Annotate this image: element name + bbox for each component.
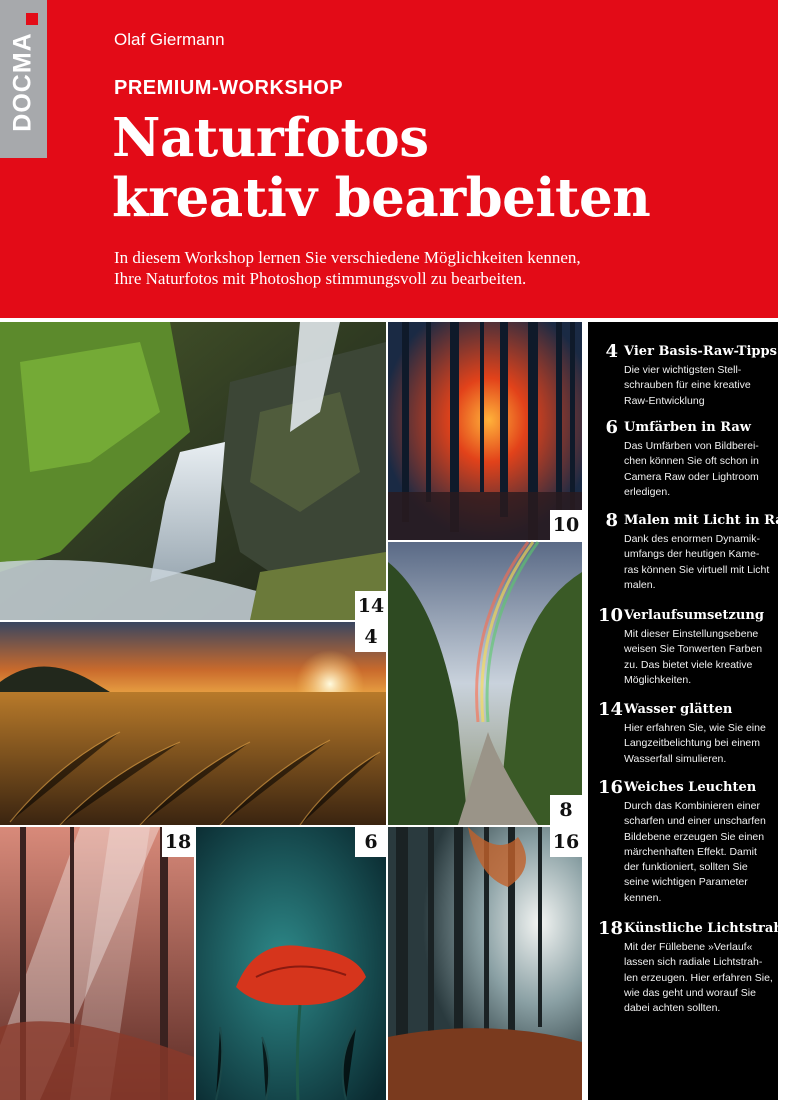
page-number-badge: 4 — [355, 622, 387, 652]
page-number-badge: 18 — [162, 827, 194, 857]
title-line-1: Naturfotos — [112, 107, 429, 169]
logo-square-mark — [26, 13, 38, 25]
toc-desc-line: Langzeitbelichtung bei einem — [624, 737, 761, 750]
toc-item-description — [624, 363, 776, 409]
toc-desc-line: Durch das Kombinieren einer — [624, 800, 760, 812]
toc-desc-line: kennen. — [624, 891, 662, 904]
toc-desc-line: ras können Sie virtuell mit Licht — [624, 563, 770, 576]
header-banner — [0, 0, 778, 318]
toc-desc-line: schrauben für eine kreative — [624, 379, 751, 392]
photo-foggy-forest[interactable] — [388, 827, 582, 1100]
photo-poppy[interactable] — [196, 827, 386, 1100]
photo-rainbow-road[interactable] — [388, 542, 582, 825]
toc-page-number: 18 — [598, 918, 624, 939]
table-of-contents — [588, 322, 805, 1100]
toc-desc-line: Bildebene erzeugen Sie einen — [624, 830, 765, 843]
toc-desc-line: Die vier wichtigsten Stell- — [624, 364, 742, 376]
section-kicker: PREMIUM-WORKSHOP — [114, 77, 344, 99]
toc-item-title: Vier Basis-Raw-Tipps — [624, 344, 777, 359]
toc-desc-line: malen. — [624, 578, 656, 591]
toc-page-number: 4 — [605, 341, 618, 362]
toc-desc-line: umfangs der heutigen Kame- — [624, 548, 760, 561]
toc-desc-line: len erzeugen. Hier erfahren Sie, — [624, 971, 773, 984]
photo-wheat-field[interactable] — [0, 622, 386, 825]
toc-desc-line: Wasserfall simulieren. — [624, 752, 727, 765]
toc-desc-line: dabei achten sollten. — [624, 1002, 721, 1015]
toc-desc-line: zu. Das bietet viele kreative — [624, 658, 753, 671]
toc-desc-line: Raw-Entwicklung — [624, 394, 705, 407]
toc-desc-line: wie das geht und worauf Sie — [624, 986, 756, 999]
toc-desc-line: Mit der Füllebene »Verlauf« — [624, 941, 753, 953]
toc-desc-line: märchenhaften Effekt. Damit — [624, 845, 757, 858]
page-number-badge: 8 — [550, 795, 582, 825]
toc-desc-line: Dank des enormen Dynamik- — [624, 533, 760, 545]
toc-desc-line: seine wichtigen Parameter — [624, 876, 748, 889]
photo-forest-sunset[interactable] — [388, 322, 582, 540]
toc-item-title: Wasser glätten — [624, 702, 733, 717]
toc-desc-line: erledigen. — [624, 485, 671, 498]
toc-item-title: Malen mit Licht in Raw — [624, 513, 795, 528]
page-number-badge: 16 — [550, 827, 582, 857]
toc-item-description — [624, 627, 776, 688]
toc-desc-line: Camera Raw oder Lightroom — [624, 470, 759, 483]
page-number-badge: 10 — [550, 510, 582, 540]
toc-desc-line: Möglichkeiten. — [624, 673, 692, 686]
toc-desc-line: scharfen und einer unscharfen — [624, 815, 766, 828]
toc-desc-line: Mit dieser Einstellungsebene — [624, 628, 759, 640]
intro-line-2: Ihre Naturfotos mit Photoshop stimmungsvoll zu bearbeiten. — [114, 269, 527, 288]
author-name: Olaf Giermann — [114, 30, 225, 49]
toc-item-description — [624, 532, 776, 593]
title-line-2: kreativ bearbeiten — [112, 167, 651, 229]
photo-light-rays[interactable] — [0, 827, 194, 1100]
docma-logo[interactable] — [0, 0, 47, 158]
toc-desc-line: Hier erfahren Sie, wie Sie eine — [624, 722, 766, 734]
logo-text: DOCMA — [8, 32, 37, 132]
toc-item-title: Künstliche Lichtstrahlen — [624, 921, 805, 936]
article-title — [112, 108, 650, 228]
page-number-badge: 14 — [355, 591, 387, 621]
toc-desc-line: der funktioniert, sollten Sie — [624, 861, 748, 874]
toc-page-number: 6 — [605, 417, 618, 438]
toc-page-number: 14 — [598, 699, 624, 720]
toc-item-title: Umfärben in Raw — [624, 420, 751, 435]
toc-desc-line: chen können Sie oft schon in — [624, 455, 759, 468]
toc-item-title: Weiches Leuchten — [624, 780, 757, 795]
intro-text — [114, 247, 674, 289]
toc-item-description — [624, 940, 776, 1016]
toc-desc-line: weisen Sie Tonwerten Farben — [624, 643, 763, 656]
toc-item-description — [624, 439, 776, 500]
toc-item-description — [624, 799, 776, 906]
toc-item-title: Verlaufsumsetzung — [624, 608, 764, 623]
toc-page-number: 16 — [598, 777, 624, 798]
toc-page-number: 10 — [598, 605, 624, 626]
photo-waterfall[interactable] — [0, 322, 386, 620]
toc-item-description — [624, 721, 776, 767]
toc-desc-line: lassen sich radiale Lichtstrah- — [624, 956, 763, 969]
toc-page-number: 8 — [605, 510, 618, 531]
page-number-badge: 6 — [355, 827, 387, 857]
toc-desc-line: Das Umfärben von Bildberei- — [624, 440, 759, 452]
intro-line-1: In diesem Workshop lernen Sie verschiedene Möglichkeiten kennen, — [114, 248, 581, 267]
